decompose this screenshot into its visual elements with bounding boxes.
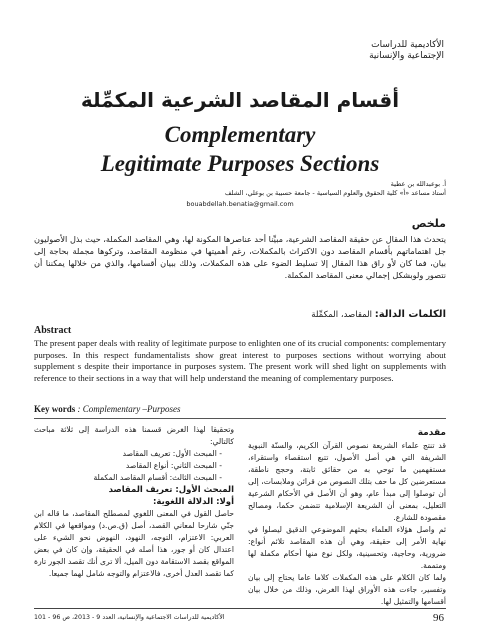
- english-keywords-value: : Complementary –Purposes: [77, 404, 181, 414]
- summary-heading: ملخص: [411, 217, 446, 230]
- author-name: أ. بوعبدالله بن عطية: [390, 180, 446, 188]
- page-number: 96: [433, 612, 444, 624]
- journal-name-line1: الأكاديمية للدراسات: [371, 40, 444, 50]
- author-info: [146, 180, 446, 198]
- intro-paragraph-3: ولما كان الكلام على هذه المكملات كلاما عاما يحتاج إلى بيان وتفسير، جاءت هذه الأوراق لهذا الغرض، وذلك من خلال بيان أقسامها والتمثيل لها.: [248, 573, 446, 606]
- english-title-line1: Complementary: [164, 122, 316, 147]
- list-item: - المبحث الأول: تعريف المقاصد: [122, 449, 222, 458]
- arabic-keywords: [311, 309, 446, 320]
- summary-text: يتحدث هذا المقال عن حقيقة المقاصد الشرعية، مبيِّنا أحد عناصرها المكونة لها، وهي المقاصد المكملة، حيث بذل الأصوليون جل اهتماماتهم بأقسام المقاصد دون الاكتراث بالمكملات، رغم أهميتها في منظومة المقاصد، وتركوها مجملة بحاجة إلى بيان، فما كان لأو راق هذا المقال إلا تسليط الضوء على هذه المكملات، وذلك ببيان أقسامها، والذي من خلالها يمكننا أن نتصور ولوبشكل إجمالي معنى المقاصد المكملة.: [34, 234, 446, 280]
- english-keywords: [34, 404, 181, 414]
- footer-citation: الأكاديمية للدراسات الاجتماعية والإنسانية، العدد 9 - 2013، ص 96 - 101: [34, 614, 225, 621]
- intro-column: [248, 440, 446, 608]
- intro-paragraph-1: قد تنتج علماء الشريعة نصوص القرآن الكريم، والسنّة النبوية الشريفة التي هي أصل الأصول، تتبع استقصاء واستقراء، مستفهمين ما توحي به من حقائق ثابتة، وحجج ناطقة، مستعرضين كل ما حف بتلك النصوص من قرائن وملابسات، إلى أن توصلوا إلى مبدأ عام، وهو أن الأصل في الأحكام الشرعية التعليل، بمعنى أن الشريعة الإسلامية تتضمن حكما، ومصالح مقصودة للشارع.: [248, 441, 446, 522]
- abstract-heading: Abstract: [34, 325, 72, 336]
- linguistic-definition-text: حاصل القول في المعنى اللغوي لمصطلح المقاصد، ما قاله ابن جنّي شارحا لمعاني القصد، أصل (ق.ص.د) ومواقعها في الكلام العربي: الاعتزام، التوجه، النهود، النهوض نحو الشيء على اعتدال كان أو جور، هذا أصله في الحقيقة، وإن كان في بعض المواقع بقصد الاستقامة دون الميل، ألا ترى أنك تقصد الجور تارة كما تقصد العدل أخرى، فالاعتزام والتوجه شامل لهما جميعا.: [34, 509, 234, 578]
- english-keywords-label: Key words: [34, 404, 76, 414]
- study-plan-list: [34, 448, 234, 484]
- study-plan-intro: وتحقيقا لهذا الغرض قسمنا هذه الدراسة إلى ثلاثة مباحث كالتالي:: [34, 425, 234, 446]
- journal-name: [369, 40, 444, 62]
- arabic-keywords-value: المقاصد، المكمِّلة: [311, 310, 373, 320]
- subsection1-heading: أولا: الدلالة اللغوية:: [153, 497, 234, 507]
- english-title: [0, 120, 480, 178]
- author-email: bouabdellah.benatia@gmail.com: [186, 200, 294, 208]
- left-column: [34, 424, 234, 580]
- arabic-title: أقسام المقاصد الشرعية المكمِّلة: [80, 88, 400, 112]
- english-title-line2: Legitimate Purposes Sections: [100, 151, 380, 176]
- list-item: - المبحث الثاني: أنواع المقاصد: [125, 461, 222, 470]
- footer-divider: [34, 608, 446, 609]
- arabic-keywords-label: الكلمات الدالة:: [374, 309, 446, 320]
- abstract-text: The present paper deals with reality of legitimate purpose to enlighten one of its crucial components: complementary purposes. In this respect fundamentalists show great interest to purposes sections without worrying about supplement s despite their importance in purposes system. The present work will shed light on supplements with reference to their sections in a way that will help understand the meaning of complementary purposes.: [34, 338, 446, 383]
- section1-heading: المبحث الأول: تعريف المقاصد: [108, 485, 234, 495]
- list-item: - المبحث الثالث: أقسام المقاصد المكملة: [93, 473, 222, 482]
- section-divider: [34, 418, 446, 419]
- intro-paragraph-2: ثم واصل هؤلاء العلماء بحثهم الموضوعي الدقيق ليصلوا في نهاية الأمر إلى حقيقة، وهي أن هذه المقاصد تلائم أنواع: ضرورية، وحاجية، وتحسينية، ولكل نوع منها أحكام مكملة لها ومتممة.: [248, 525, 446, 570]
- intro-heading: مقدمة: [417, 428, 446, 438]
- journal-name-line2: الإجتماعية والإنسانية: [369, 51, 444, 61]
- author-affiliation: أستاذ مساعد «أ» كلية الحقوق والعلوم السياسية - جامعة حسيبة بن بوعلي، الشلف: [224, 189, 446, 197]
